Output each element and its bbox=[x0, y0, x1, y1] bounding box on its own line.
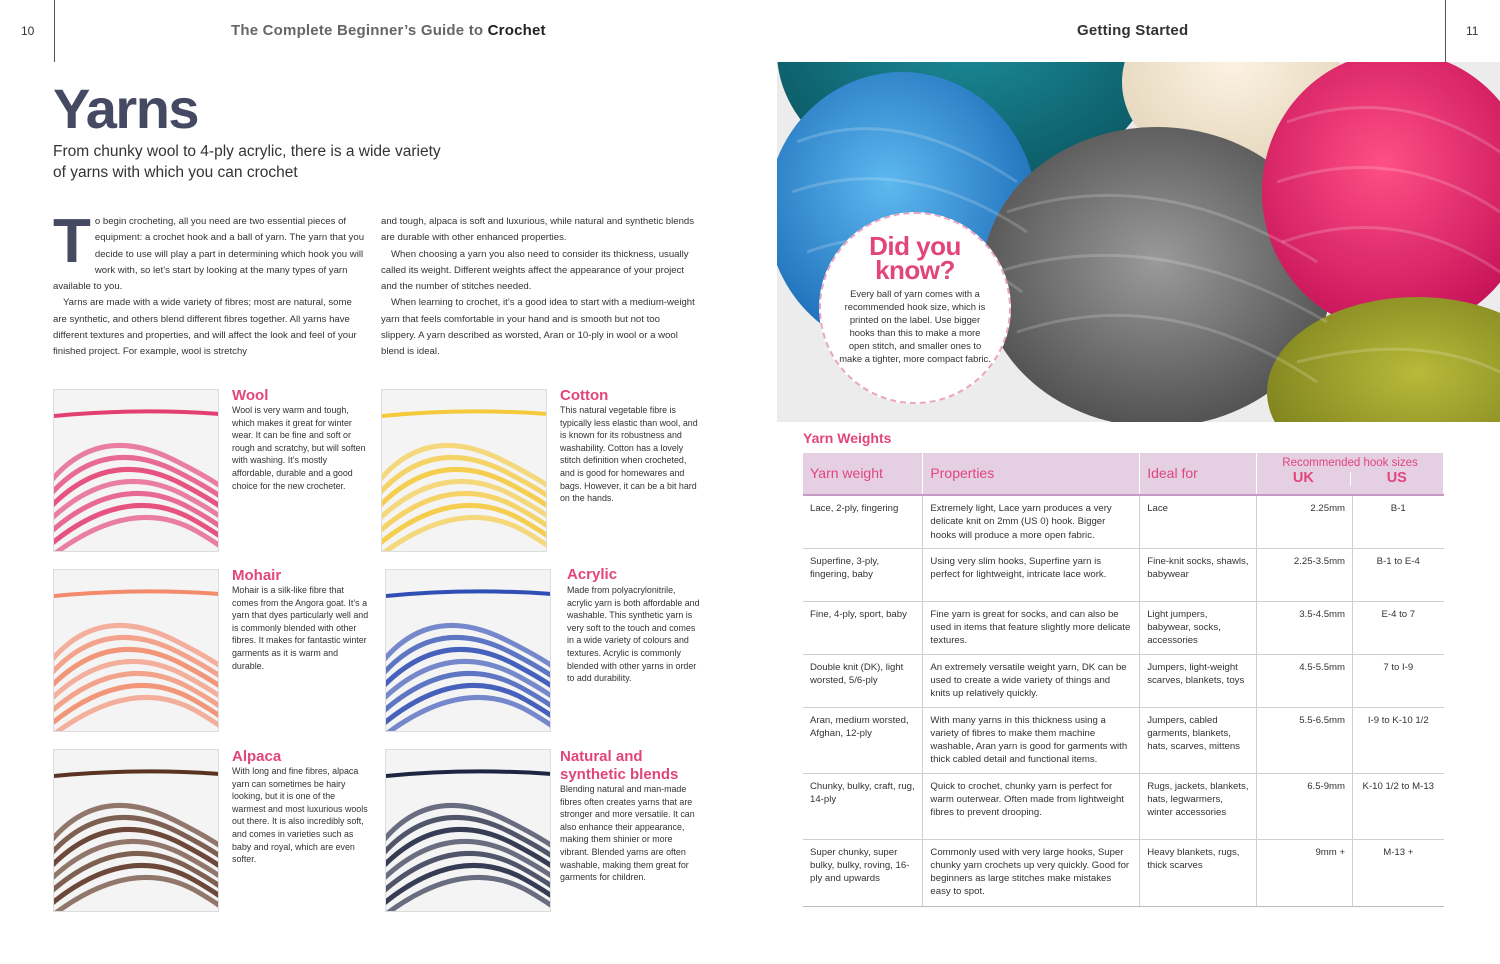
body-paragraph: When learning to crochet, it’s a good idea to start with a medium-weight yarn that feels comfortable in your hand and is smooth but not too slippery. A yarn described as worsted, Aran or 10-ply in wool or a wool blend is ideal. bbox=[381, 297, 695, 358]
yarn-text-alpaca: With long and fine fibres, alpaca yarn can sometimes be hairy looking, but it is one of the warmest and most luxurious wools out there. It is also incredibly soft, and comes in varieties such as baby and royal, which are even softer. bbox=[232, 766, 368, 865]
body-column-2 bbox=[381, 214, 697, 361]
cell-ideal: Jumpers, light-weight scarves, blankets, toys bbox=[1140, 654, 1257, 707]
cell-weight: Superfine, 3-ply, fingering, baby bbox=[803, 548, 923, 601]
header-divider-left bbox=[54, 0, 55, 62]
cell-weight: Chunky, bulky, craft, rug, 14-ply bbox=[803, 773, 923, 839]
cotton-yarn-photo bbox=[381, 389, 547, 552]
body-paragraph: When choosing a yarn you also need to consider its thickness, usually called its weight. Different weights affect the appearance of your project and the number of stitches needed. bbox=[381, 248, 689, 293]
table-row bbox=[803, 839, 1444, 906]
body-paragraph: and tough, alpaca is soft and luxurious, while natural and synthetic blends are durable with other enhanced properties. bbox=[381, 216, 695, 244]
cell-weight: Lace, 2-ply, fingering bbox=[803, 495, 923, 548]
column-header-hook-sizes bbox=[1257, 453, 1444, 495]
page-title: Yarns bbox=[53, 77, 199, 140]
cell-ideal: Fine-knit socks, shawls, babywear bbox=[1140, 548, 1257, 601]
running-head-bold: Crochet bbox=[487, 22, 546, 39]
cell-properties: With many yarns in this thickness using a variety of fibres to make them machine washable, Aran yarn is good for garments with thick cabled detail and functional items. bbox=[923, 707, 1140, 773]
yarn-text-wool: Wool is very warm and tough, which makes it great for winter wear. It can be fine and soft or rough and scratchy, but will soften with washing. It’s mostly affordable, durable and a good choice for the new crocheter. bbox=[232, 405, 366, 491]
cell-ideal: Heavy blankets, rugs, thick scarves bbox=[1140, 839, 1257, 906]
acrylic-yarn-photo bbox=[385, 569, 551, 732]
body-column-1 bbox=[53, 207, 365, 361]
did-you-know-title-line1: Did you bbox=[869, 231, 961, 261]
running-head-prefix: The Complete Beginner’s Guide to bbox=[231, 22, 488, 39]
cell-us: B-1 bbox=[1353, 495, 1444, 548]
yarn-title-blends: Natural and synthetic blends bbox=[560, 748, 679, 783]
cell-uk: 2.25mm bbox=[1257, 495, 1353, 548]
header-divider-right bbox=[1445, 0, 1446, 62]
table-row bbox=[803, 707, 1444, 773]
yarn-title-alpaca: Alpaca bbox=[232, 748, 282, 765]
did-you-know-callout bbox=[819, 212, 1011, 404]
cell-us: K-10 1/2 to M-13 bbox=[1353, 773, 1444, 839]
cell-properties: Using very slim hooks, Superfine yarn is perfect for lightweight, intricate lace work. bbox=[923, 548, 1140, 601]
page-number-right: 11 bbox=[1466, 24, 1479, 38]
yarn-title-wool: Wool bbox=[232, 387, 269, 404]
column-header-yarn-weight: Yarn weight bbox=[803, 453, 923, 495]
table-heading: Yarn Weights bbox=[803, 430, 892, 446]
yarn-text-blends: Blending natural and man-made fibres often creates yarns that are stronger and more versatile. It can also enhance their appearance, making them shinier or more vibrant. Blended yarns are often washable, making them great for garments for children. bbox=[560, 784, 695, 883]
cell-ideal: Light jumpers, babywear, socks, accessories bbox=[1140, 601, 1257, 654]
body-paragraph: Yarns are made with a wide variety of fibres; most are natural, some are synthetic, and others blend different fibres together. All yarns have different textures and properties, and will affect the look and feel of your finished project. For example, wool is stretchy bbox=[53, 297, 357, 358]
table-row bbox=[803, 601, 1444, 654]
cell-us: 7 to I-9 bbox=[1353, 654, 1444, 707]
yarn-text-cotton: This natural vegetable fibre is typically less elastic than wool, and is known for its robustness and washability. Cotton has a lovely stitch definition when crocheted, and is good for homewares and bags. However, it can be a bit hard on the hands. bbox=[560, 405, 698, 504]
intro-paragraph-text: o begin crocheting, all you need are two essential pieces of equipment: a crochet hook and a ball of yarn. The yarn that you decide to use will play a part in determining which hook you will work with, so let’s start by looking at the many types of yarn available to you. bbox=[53, 216, 365, 293]
cell-weight: Double knit (DK), light worsted, 5/6-ply bbox=[803, 654, 923, 707]
mohair-yarn-photo bbox=[53, 569, 219, 732]
table-header-row bbox=[803, 453, 1444, 495]
yarn-text-acrylic: Made from polyacrylonitrile, acrylic yarn is both affordable and washable. This synthetic yarn is very soft to the touch and comes in a wide variety of colours and textures. Acrylic is commonly blended with other yarns in order to add durability. bbox=[567, 585, 700, 684]
cell-uk: 6.5-9mm bbox=[1257, 773, 1353, 839]
cell-uk: 4.5-5.5mm bbox=[1257, 654, 1353, 707]
cell-uk: 5.5-6.5mm bbox=[1257, 707, 1353, 773]
cell-ideal: Lace bbox=[1140, 495, 1257, 548]
cell-uk: 3.5-4.5mm bbox=[1257, 601, 1353, 654]
cell-us: E-4 to 7 bbox=[1353, 601, 1444, 654]
table-row bbox=[803, 495, 1444, 548]
did-you-know-title-line2: know? bbox=[875, 255, 955, 285]
standfirst: From chunky wool to 4-ply acrylic, there is a wide variety of yarns with which you can crochet bbox=[53, 143, 441, 181]
hook-sizes-label: Recommended hook sizes bbox=[1282, 457, 1418, 469]
blends-yarn-photo bbox=[385, 749, 551, 912]
table-row bbox=[803, 654, 1444, 707]
cell-properties: Quick to crochet, chunky yarn is perfect for warm outerwear. Often made from lightweight fibres to prevent drooping. bbox=[923, 773, 1140, 839]
column-header-ideal-for: Ideal for bbox=[1140, 453, 1257, 495]
drop-cap: T bbox=[53, 207, 91, 276]
yarn-weights-table bbox=[803, 453, 1444, 907]
column-header-uk: UK bbox=[1292, 470, 1314, 487]
intro-paragraph bbox=[53, 207, 365, 295]
cell-weight: Super chunky, super bulky, bulky, roving, 16-ply and upwards bbox=[803, 839, 923, 906]
running-head-book-title bbox=[231, 22, 546, 39]
cell-properties: An extremely versatile weight yarn, DK can be used to create a wide variety of things and knits up relatively quickly. bbox=[923, 654, 1140, 707]
table-row bbox=[803, 548, 1444, 601]
cell-properties: Extremely light, Lace yarn produces a very delicate knit on 2mm (US 0) hook. Bigger hooks will produce a more open fabric. bbox=[923, 495, 1140, 548]
alpaca-yarn-photo bbox=[53, 749, 219, 912]
cell-weight: Fine, 4-ply, sport, baby bbox=[803, 601, 923, 654]
did-you-know-title bbox=[821, 231, 1009, 285]
page-number-left: 10 bbox=[21, 24, 35, 38]
wool-yarn-photo bbox=[53, 389, 219, 552]
cell-us: M-13 + bbox=[1353, 839, 1444, 906]
column-header-properties: Properties bbox=[923, 453, 1140, 495]
cell-ideal: Rugs, jackets, blankets, hats, legwarmers, winter accessories bbox=[1140, 773, 1257, 839]
table-row bbox=[803, 773, 1444, 839]
column-header-us: US bbox=[1350, 472, 1443, 485]
yarn-title-cotton: Cotton bbox=[560, 387, 609, 404]
yarn-text-mohair: Mohair is a silk-like fibre that comes from the Angora goat. It’s a yarn that dyes particularly well and is commonly blended with other fibres. It makes for fantastic winter garments as it is warm and durable. bbox=[232, 585, 369, 671]
yarn-title-acrylic: Acrylic bbox=[567, 566, 618, 583]
cell-properties: Commonly used with very large hooks, Super chunky yarn crochets up very quickly. Good for beginners as large stitches make mistakes easy to spot. bbox=[923, 839, 1140, 906]
cell-uk: 2.25-3.5mm bbox=[1257, 548, 1353, 601]
running-head-section: Getting Started bbox=[1077, 22, 1189, 39]
cell-uk: 9mm + bbox=[1257, 839, 1353, 906]
did-you-know-text: Every ball of yarn comes with a recommended hook size, which is printed on the label. Use bigger hooks than this to make a more open stitch, and smaller ones to make a tighter, more compact fabric. bbox=[839, 288, 991, 364]
cell-weight: Aran, medium worsted, Afghan, 12-ply bbox=[803, 707, 923, 773]
cell-properties: Fine yarn is great for socks, and can also be used in items that feature slightly more delicate textures. bbox=[923, 601, 1140, 654]
cell-us: I-9 to K-10 1/2 bbox=[1353, 707, 1444, 773]
yarn-title-mohair: Mohair bbox=[232, 567, 282, 584]
cell-us: B-1 to E-4 bbox=[1353, 548, 1444, 601]
cell-ideal: Jumpers, cabled garments, blankets, hats, scarves, mittens bbox=[1140, 707, 1257, 773]
